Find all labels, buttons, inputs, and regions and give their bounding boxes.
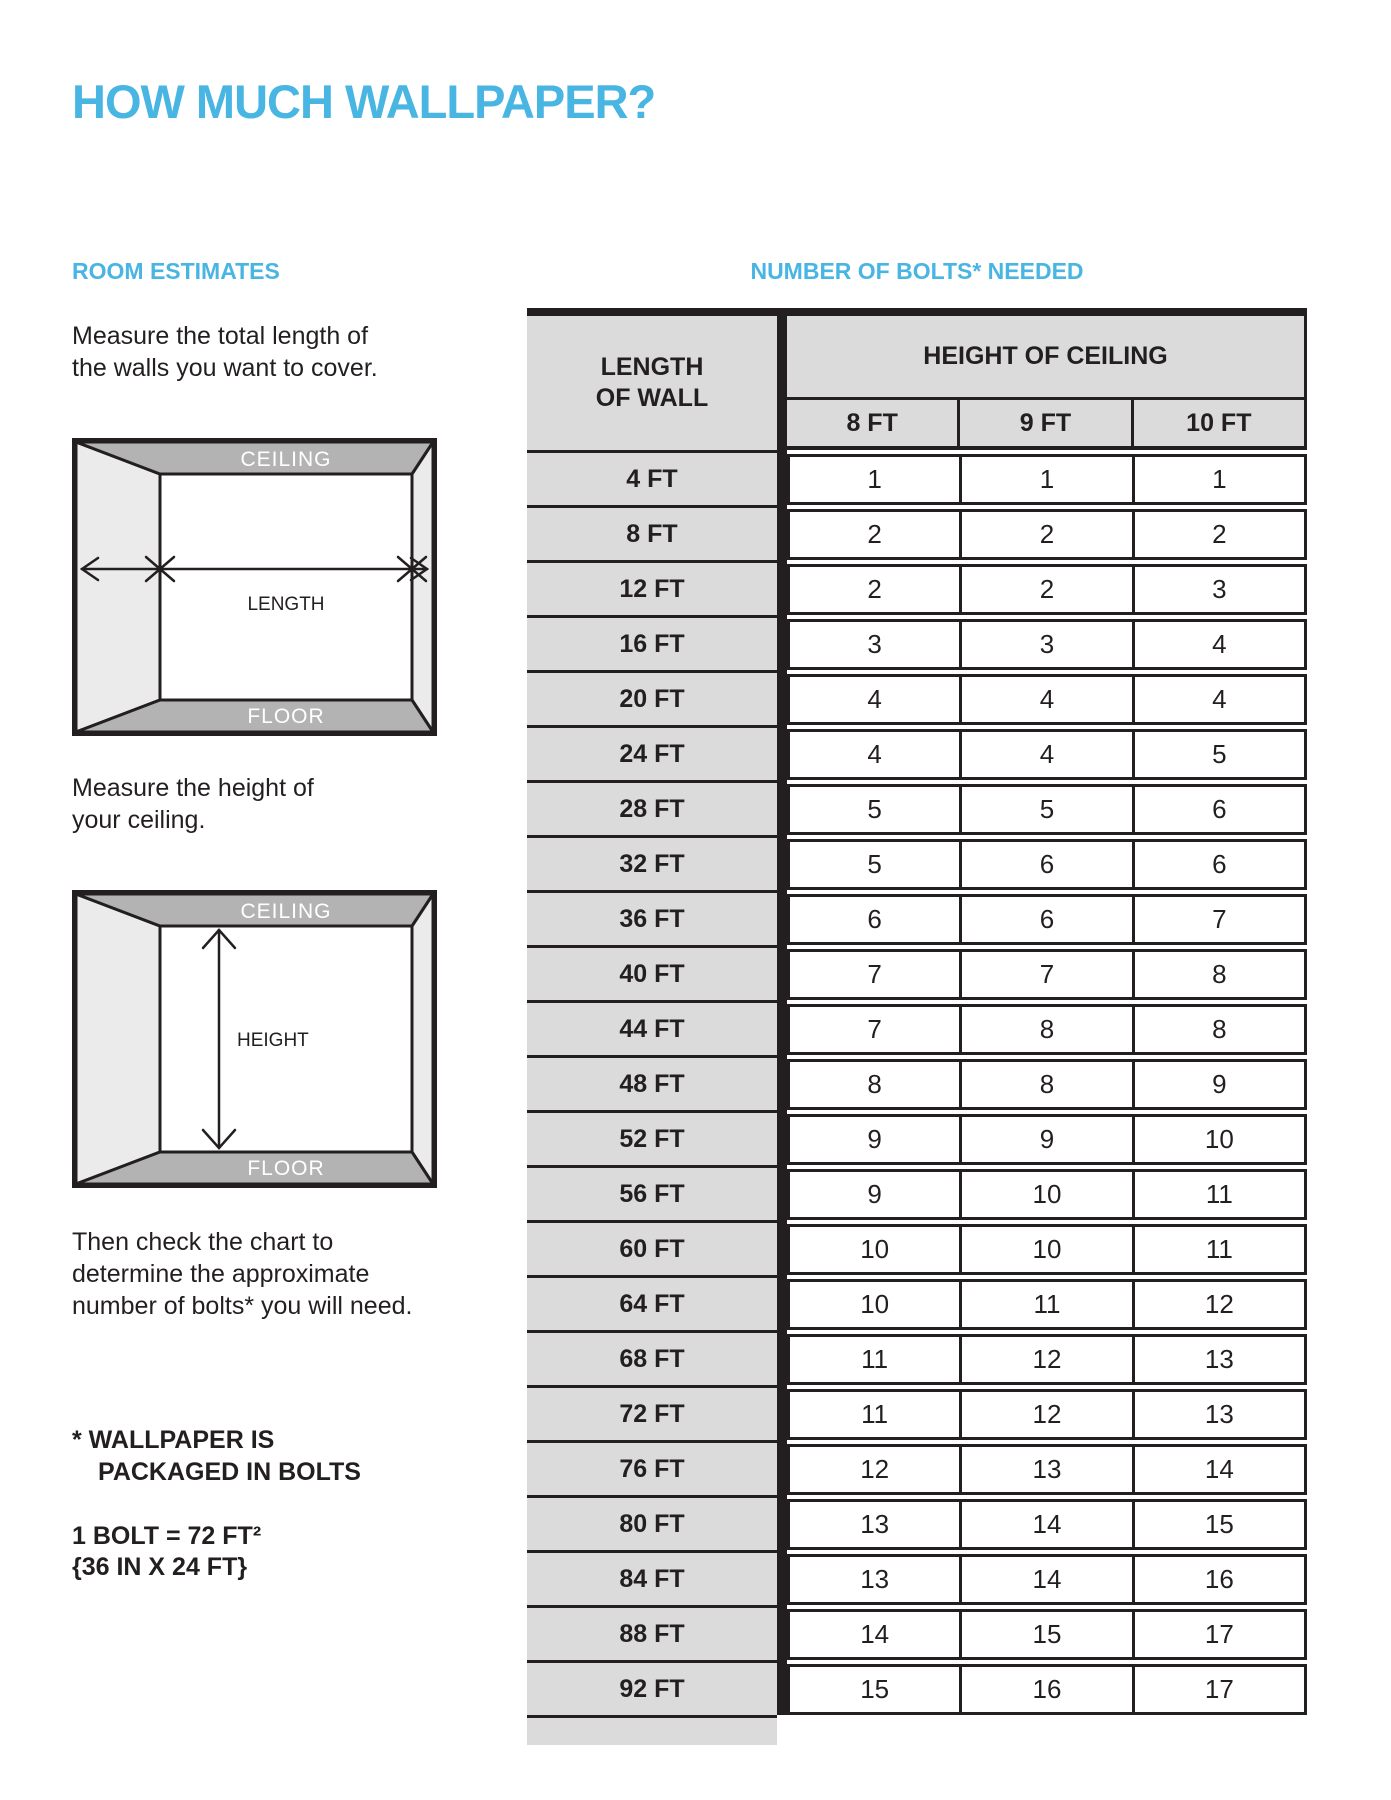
length-of-wall-line2: OF WALL xyxy=(595,384,709,412)
table-row xyxy=(787,1499,1307,1550)
bolt-count-cell: 13 xyxy=(1132,1337,1304,1382)
col-header-8ft: 8 FT xyxy=(846,408,898,437)
bolt-count-cell: 4 xyxy=(1132,622,1304,667)
row-label: 64 FT xyxy=(527,1275,777,1330)
bolt-count-cell: 3 xyxy=(959,622,1131,667)
bolt-count-cell: 6 xyxy=(959,897,1131,942)
row-label: 36 FT xyxy=(527,890,777,945)
row-label: 76 FT xyxy=(527,1440,777,1495)
bolt-count-cell: 2 xyxy=(959,567,1131,612)
bolt-count-cell: 13 xyxy=(860,1509,890,1539)
bolt-count-cell: 17 xyxy=(1132,1667,1304,1712)
row-label: 20 FT xyxy=(527,670,777,725)
bolt-count-cell: 8 xyxy=(867,1069,882,1099)
col-header-10ft: 10 FT xyxy=(1131,400,1304,446)
row-label: 12 FT xyxy=(527,560,777,615)
bolt-count-cell: 6 xyxy=(1132,842,1304,887)
bolts-needed-heading: NUMBER OF BOLTS* NEEDED xyxy=(750,258,1084,284)
bolt-count-cell: 4 xyxy=(867,684,882,714)
height-label: HEIGHT xyxy=(237,1030,309,1051)
table-row xyxy=(787,1169,1307,1220)
row-label: 32 FT xyxy=(527,835,777,890)
bolt-count-cell: 14 xyxy=(1132,1447,1304,1492)
bolt-count-cell: 6 xyxy=(867,904,882,934)
row-label: 4 FT xyxy=(527,450,777,505)
left-wall xyxy=(76,442,160,732)
bolt-count-cell: 10 xyxy=(959,1172,1131,1217)
bolt-count-cell: 10 xyxy=(860,1234,890,1264)
bolt-count-cell: 5 xyxy=(867,794,882,824)
measure-length-line2: the walls you want to cover. xyxy=(72,354,378,382)
bolt-count-cell: 15 xyxy=(860,1674,890,1704)
bolt-count-cell: 4 xyxy=(959,732,1131,777)
row-label: 84 FT xyxy=(527,1550,777,1605)
bolt-count-cell: 9 xyxy=(867,1124,882,1154)
check-chart-text xyxy=(72,1226,412,1322)
ceiling-label: CEILING xyxy=(240,448,332,471)
bolt-count-cell: 3 xyxy=(1132,567,1304,612)
length-of-wall-header xyxy=(527,316,777,450)
table-row xyxy=(787,1224,1307,1275)
bolt-count-cell: 11 xyxy=(861,1344,889,1374)
bolt-count-cell: 15 xyxy=(1132,1502,1304,1547)
bolt-count-cell: 9 xyxy=(959,1117,1131,1162)
height-of-ceiling-header: HEIGHT OF CEILING xyxy=(787,316,1307,400)
table-row xyxy=(787,1609,1307,1660)
bolt-count-cell: 2 xyxy=(959,512,1131,557)
bolt-count-cell: 4 xyxy=(959,677,1131,722)
bolt-count-cell: 12 xyxy=(959,1392,1131,1437)
bolt-count-cell: 10 xyxy=(860,1289,890,1319)
bolt-count-cell: 11 xyxy=(1132,1227,1304,1272)
row-label: 60 FT xyxy=(527,1220,777,1275)
table-row xyxy=(787,784,1307,835)
bolt-count-cell: 13 xyxy=(959,1447,1131,1492)
column-headers xyxy=(787,400,1307,450)
bolt-count-cell: 2 xyxy=(867,519,882,549)
page-title: HOW MUCH WALLPAPER? xyxy=(72,75,656,128)
table-row xyxy=(787,1389,1307,1440)
bolt-count-cell: 4 xyxy=(867,739,882,769)
bolt-count-cell: 7 xyxy=(1132,897,1304,942)
row-label: 52 FT xyxy=(527,1110,777,1165)
row-label: 92 FT xyxy=(527,1660,777,1715)
row-label: 44 FT xyxy=(527,1000,777,1055)
bolt-count-cell: 10 xyxy=(1132,1117,1304,1162)
row-label: 56 FT xyxy=(527,1165,777,1220)
row-label-column xyxy=(527,316,777,1745)
row-label: 8 FT xyxy=(527,505,777,560)
row-label: 68 FT xyxy=(527,1330,777,1385)
table-thick-divider xyxy=(777,316,787,1715)
data-rows xyxy=(787,454,1307,1715)
back-wall xyxy=(160,474,412,700)
bolt-count-cell: 17 xyxy=(1132,1612,1304,1657)
row-label: 48 FT xyxy=(527,1055,777,1110)
col-header-9ft: 9 FT xyxy=(957,400,1130,446)
bolt-size-line2: {36 IN X 24 FT} xyxy=(72,1553,248,1581)
table-row xyxy=(787,509,1307,560)
bolts-table xyxy=(527,308,1307,1745)
bolt-count-cell: 4 xyxy=(1132,677,1304,722)
bolt-count-cell: 12 xyxy=(1132,1282,1304,1327)
bolt-count-cell: 13 xyxy=(1132,1392,1304,1437)
bolt-count-cell: 3 xyxy=(867,629,882,659)
row-label: 80 FT xyxy=(527,1495,777,1550)
measure-length-line1: Measure the total length of xyxy=(72,322,369,350)
table-data-area xyxy=(787,316,1307,1715)
table-row xyxy=(787,1444,1307,1495)
measure-length-text xyxy=(72,320,378,384)
room-height-diagram xyxy=(72,890,437,1188)
table-row xyxy=(787,454,1307,505)
right-wall xyxy=(412,894,433,1184)
table-row xyxy=(787,1059,1307,1110)
table-row xyxy=(787,949,1307,1000)
bolt-count-cell: 14 xyxy=(860,1619,890,1649)
bolts-footnote-line1: * WALLPAPER IS xyxy=(72,1426,275,1454)
row-label: 24 FT xyxy=(527,725,777,780)
ceiling-label: CEILING xyxy=(240,900,332,923)
bolt-count-cell: 7 xyxy=(959,952,1131,997)
table-row xyxy=(787,1004,1307,1055)
bolt-count-cell: 11 xyxy=(959,1282,1131,1327)
bolt-count-cell: 6 xyxy=(1132,787,1304,832)
row-label: 16 FT xyxy=(527,615,777,670)
measure-height-line2: your ceiling. xyxy=(72,806,206,834)
bolt-count-cell: 8 xyxy=(1132,952,1304,997)
table-top-border xyxy=(527,308,1307,316)
bolt-size-info xyxy=(72,1521,261,1583)
bolt-count-cell: 6 xyxy=(959,842,1131,887)
length-label: LENGTH xyxy=(247,594,325,615)
bolt-count-cell: 2 xyxy=(1132,512,1304,557)
check-chart-line3: number of bolts* you will need. xyxy=(72,1292,413,1320)
room-estimates-heading: ROOM ESTIMATES xyxy=(72,258,280,284)
table-row xyxy=(787,1279,1307,1330)
right-wall xyxy=(412,442,433,732)
table-row xyxy=(787,674,1307,725)
bolt-count-cell: 5 xyxy=(959,787,1131,832)
row-label: 40 FT xyxy=(527,945,777,1000)
bolt-count-cell: 5 xyxy=(1132,732,1304,777)
bolt-count-cell: 11 xyxy=(1132,1172,1304,1217)
bolt-count-cell: 11 xyxy=(861,1399,889,1429)
bolts-footnote xyxy=(72,1424,361,1488)
table-row xyxy=(787,1664,1307,1715)
bolt-count-cell: 2 xyxy=(867,574,882,604)
table-row xyxy=(787,1334,1307,1385)
label-column-stub xyxy=(527,1715,777,1745)
bolt-count-cell: 1 xyxy=(867,464,882,494)
bolt-count-cell: 16 xyxy=(1132,1557,1304,1602)
bolt-count-cell: 5 xyxy=(867,849,882,879)
bolt-count-cell: 12 xyxy=(959,1337,1131,1382)
measure-height-line1: Measure the height of xyxy=(72,774,314,802)
bolt-count-cell: 8 xyxy=(1132,1007,1304,1052)
bolt-count-cell: 1 xyxy=(1132,457,1304,502)
bolt-count-cell: 12 xyxy=(860,1454,890,1484)
left-wall xyxy=(76,894,160,1184)
check-chart-line2: determine the approximate xyxy=(72,1260,370,1288)
row-label: 88 FT xyxy=(527,1605,777,1660)
bolt-count-cell: 16 xyxy=(959,1667,1131,1712)
row-labels xyxy=(527,450,777,1715)
table-row xyxy=(787,564,1307,615)
bolt-count-cell: 9 xyxy=(867,1179,882,1209)
bolt-count-cell: 13 xyxy=(860,1564,890,1594)
table-row xyxy=(787,894,1307,945)
table-row xyxy=(787,619,1307,670)
bolt-count-cell: 14 xyxy=(959,1502,1131,1547)
bolt-count-cell: 7 xyxy=(867,1014,882,1044)
bolt-count-cell: 15 xyxy=(959,1612,1131,1657)
floor-label: FLOOR xyxy=(247,705,325,728)
floor-label: FLOOR xyxy=(247,1157,325,1180)
table-row xyxy=(787,839,1307,890)
bolt-count-cell: 10 xyxy=(959,1227,1131,1272)
room-length-diagram xyxy=(72,438,437,736)
bolt-count-cell: 14 xyxy=(959,1557,1131,1602)
row-label: 28 FT xyxy=(527,780,777,835)
check-chart-line1: Then check the chart to xyxy=(72,1228,334,1256)
table-row xyxy=(787,1554,1307,1605)
bolts-footnote-line2: PACKAGED IN BOLTS xyxy=(98,1458,361,1486)
measure-height-text xyxy=(72,772,314,836)
bolt-count-cell: 1 xyxy=(959,457,1131,502)
bolt-count-cell: 9 xyxy=(1132,1062,1304,1107)
bolt-count-cell: 8 xyxy=(959,1062,1131,1107)
bolt-size-line1: 1 BOLT = 72 FT² xyxy=(72,1522,262,1550)
bolt-count-cell: 7 xyxy=(867,959,882,989)
table-row xyxy=(787,729,1307,780)
row-label: 72 FT xyxy=(527,1385,777,1440)
table-row xyxy=(787,1114,1307,1165)
length-of-wall-line1: LENGTH xyxy=(600,353,704,381)
bolt-count-cell: 8 xyxy=(959,1007,1131,1052)
